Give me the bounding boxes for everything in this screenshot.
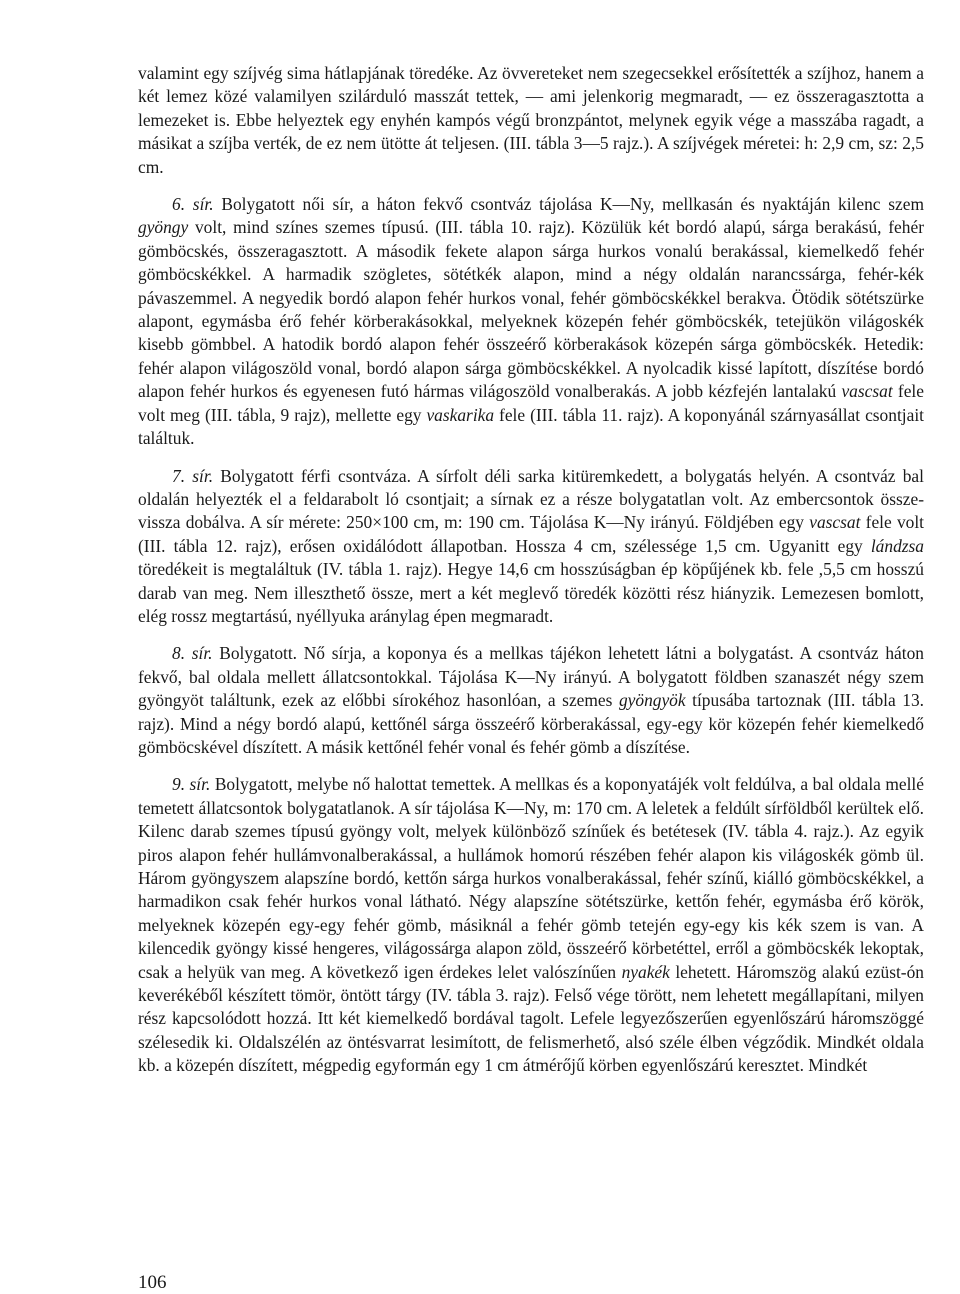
text-run: Bolygatott női sír, a háton fekvő csontváz tájolása K—Ny, mellkasán és nyaktáján kilenc szem [213, 194, 924, 215]
paragraph-continuation [138, 62, 924, 179]
italic-run: 7. sír. [172, 465, 214, 486]
italic-run: 6. sír. [172, 194, 214, 215]
italic-run: vascsat [841, 381, 893, 402]
paragraph-grave-8 [138, 642, 924, 759]
italic-run: vaskarika [426, 404, 495, 425]
italic-run: 9. sír. [172, 774, 211, 795]
page-body [138, 62, 924, 1078]
italic-run: 8. sír. [172, 643, 213, 664]
paragraph-grave-9 [138, 773, 924, 1077]
text-run: Bolygatott férfi csontváza. A sírfolt déli sarka kitüremkedett, a bolygatás helyén. A csontváz bal oldalán helyezték el a feldarabolt ló csontjait; a sírnak ez a része bolygatatlan volt. Az embercsontok össze-vissza dobálva. A sír mérete: 250×100 cm, m: 190 cm. Tájolása K—Ny irányú. Földjében egy [138, 465, 924, 533]
text-run: Bolygatott. Nő sírja, a koponya és a mellkas tájékon lehetett látni a bolygatást. A csontváz háton fekvő, bal oldala mellett állatcsontokkal. Tájolása K—Ny irányú. A bolygatott földben szanaszét négy szem gyöngyöt találtunk, ezek az előbbi sírokéhoz hasonlóan, a szemes [138, 643, 924, 711]
text-run: Bolygatott, melybe nő halottat temettek. A mellkas és a koponyatájék volt feldúlva, a bal oldala mellé temetett állatcsontok bolygatatlanok. A sír tájolása K—Ny, m: 170 cm. A leletek a feldúlt sírföldből kerültek elő. Kilenc darab szemes típusú gyöngy volt, melyek különböző színűek és betétesek (IV. tábla 4. rajz.). Az egyik piros alapon fehér hullámvonalberakással, a hullámok homorú részében fehér alapon kis világoskék gömb ül. Három gyöngyszem alapszíne bordó, kettőn sárga hurkos vonalberakással, fehér színű, kiálló gömböcskékkel, a harmadikon csak fehér hurkos vonal látható. Négy alapszíne sötétszürke, kettőn fehér, egymásba érő körök, melyeknek közepén egy-egy fehér gömb, másiknál a fehér gömb tetején egy-egy kis kék szem is van. A kilencedik gyöngy kissé hengeres, világossárga alapon zöld, összeérő körbetéttel, erről a gömböcskék lekoptak, csak a helyük van meg. A következő igen érdekes lelet valószínűen [138, 774, 924, 982]
text-run: volt, mind színes szemes típusú. (III. tábla 10. rajz). Közülük két bordó alapú, sárga berakású, fehér gömböcskés, összeragasztott. A második fekete alapon sárga hurkos vonalú berakással, kiemelkedő fehér gömböcskékkel. A harmadik szögletes, sötétkék alapon, mind a négy oldalán narancssárga, fehér-kék pávaszemmel. A negyedik bordó alapon fehér hurkos vonal, fehér gömböcskékkel berakva. Ötödik sötétszürke alapont, egymásba érő fehér körberakásokkal, melyeknek közepén fehér gömböcskék, tetejükön világoskék kisebb gömbbel. A hatodik bordó alapon fehér összeérő körberakások közepén sárga gömböcskék. Hetedik: fehér alapon világoszöld vonal, bordó alapon sárga gömböcskékkel. A nyolcadik kissé lapított, díszítése bordó alapon fehér hurkos és egyenesen futó hármas világoszöld vonalberakás. A jobb kézfején lantalakú [138, 217, 924, 402]
text-run: típusába tartoznak (III. tábla 13. rajz). Mind a négy bordó alapú, kettőnél sárga összeérő körberakással, egy-egy kör közepén fehér kiemelkedő gömböcskével díszített. A másik kettőnél fehér vonal és fehér gömb a díszítése. [138, 690, 925, 757]
text-run: valamint egy szíjvég sima hátlapjának töredéke. Az övvereteket nem szegecsekkel erősítették a szíjhoz, hanem a két lemez közé valamilyen szilárduló masszát tettek, — ami jelenkorig megmaradt, — ez összeragasztotta a lemezeket is. Ebbe helyeztek egy enyhén kampós végű bronzpántot, melynek egyik vége a masszába ragadt, a másikat a szíjba verték, de ez nem ütötte át teljesen. (III. tábla 3—5 rajz.). A szíjvégek méretei: h: 2,9 cm, sz: 2,5 cm. [138, 63, 924, 177]
italic-run: nyakék [621, 961, 670, 982]
text-run: lehetett. Háromszög alakú ezüst-ón keverékéből készített tömör, öntött tárgy (IV. tábla 3. rajz). Felső vége törött, nem lehetett megállapítani, milyen rész kapcsolódott hozzá. Itt két kiemelkedő bordával tagolt. Lefele legyezőszerűen egyenlőszárú háromszöggé szélesedik ki. Oldalszélén az öntésvarrat lesimított, de felismerhető, alsó széle élben végződik. Mindkét oldala kb. a közepén díszített, mégpedig egyformán egy 1 cm átmérőjű körben egyenlőszárú keresztet. Mindkét [138, 961, 924, 1076]
text-run: fele volt (III. tábla 12. rajz), erősen oxidálódott állapotban. Hossza 4 cm, szélessége 1,5 cm. Ugyanitt egy [138, 512, 924, 556]
paragraph-grave-7 [138, 465, 924, 629]
italic-run: gyöngy [138, 217, 189, 238]
text-run: fele volt meg (III. tábla, 9 rajz), mellette egy [138, 381, 924, 425]
text-run: fele (III. tábla 11. rajz). A koponyánál szárnyasállat csontjait találtuk. [138, 404, 924, 449]
italic-run: lándzsa [870, 535, 924, 556]
paragraph-grave-6 [138, 193, 924, 450]
italic-run: vascsat [809, 512, 861, 533]
italic-run: gyöngyök [618, 690, 686, 711]
page-number: 106 [138, 1272, 167, 1293]
text-run: töredékeit is megtaláltuk (IV. tábla 1. rajz). Hegye 14,6 cm hosszúságban ép köpűjének kb. fele ,5,5 cm hosszú darab van meg. Nem illeszthető össze, mert a két meglevő töredék közötti rész hiányzik. Lemezesen bomlott, elég rossz megtartású, nyéllyuka aránylag épen megmaradt. [138, 559, 924, 626]
